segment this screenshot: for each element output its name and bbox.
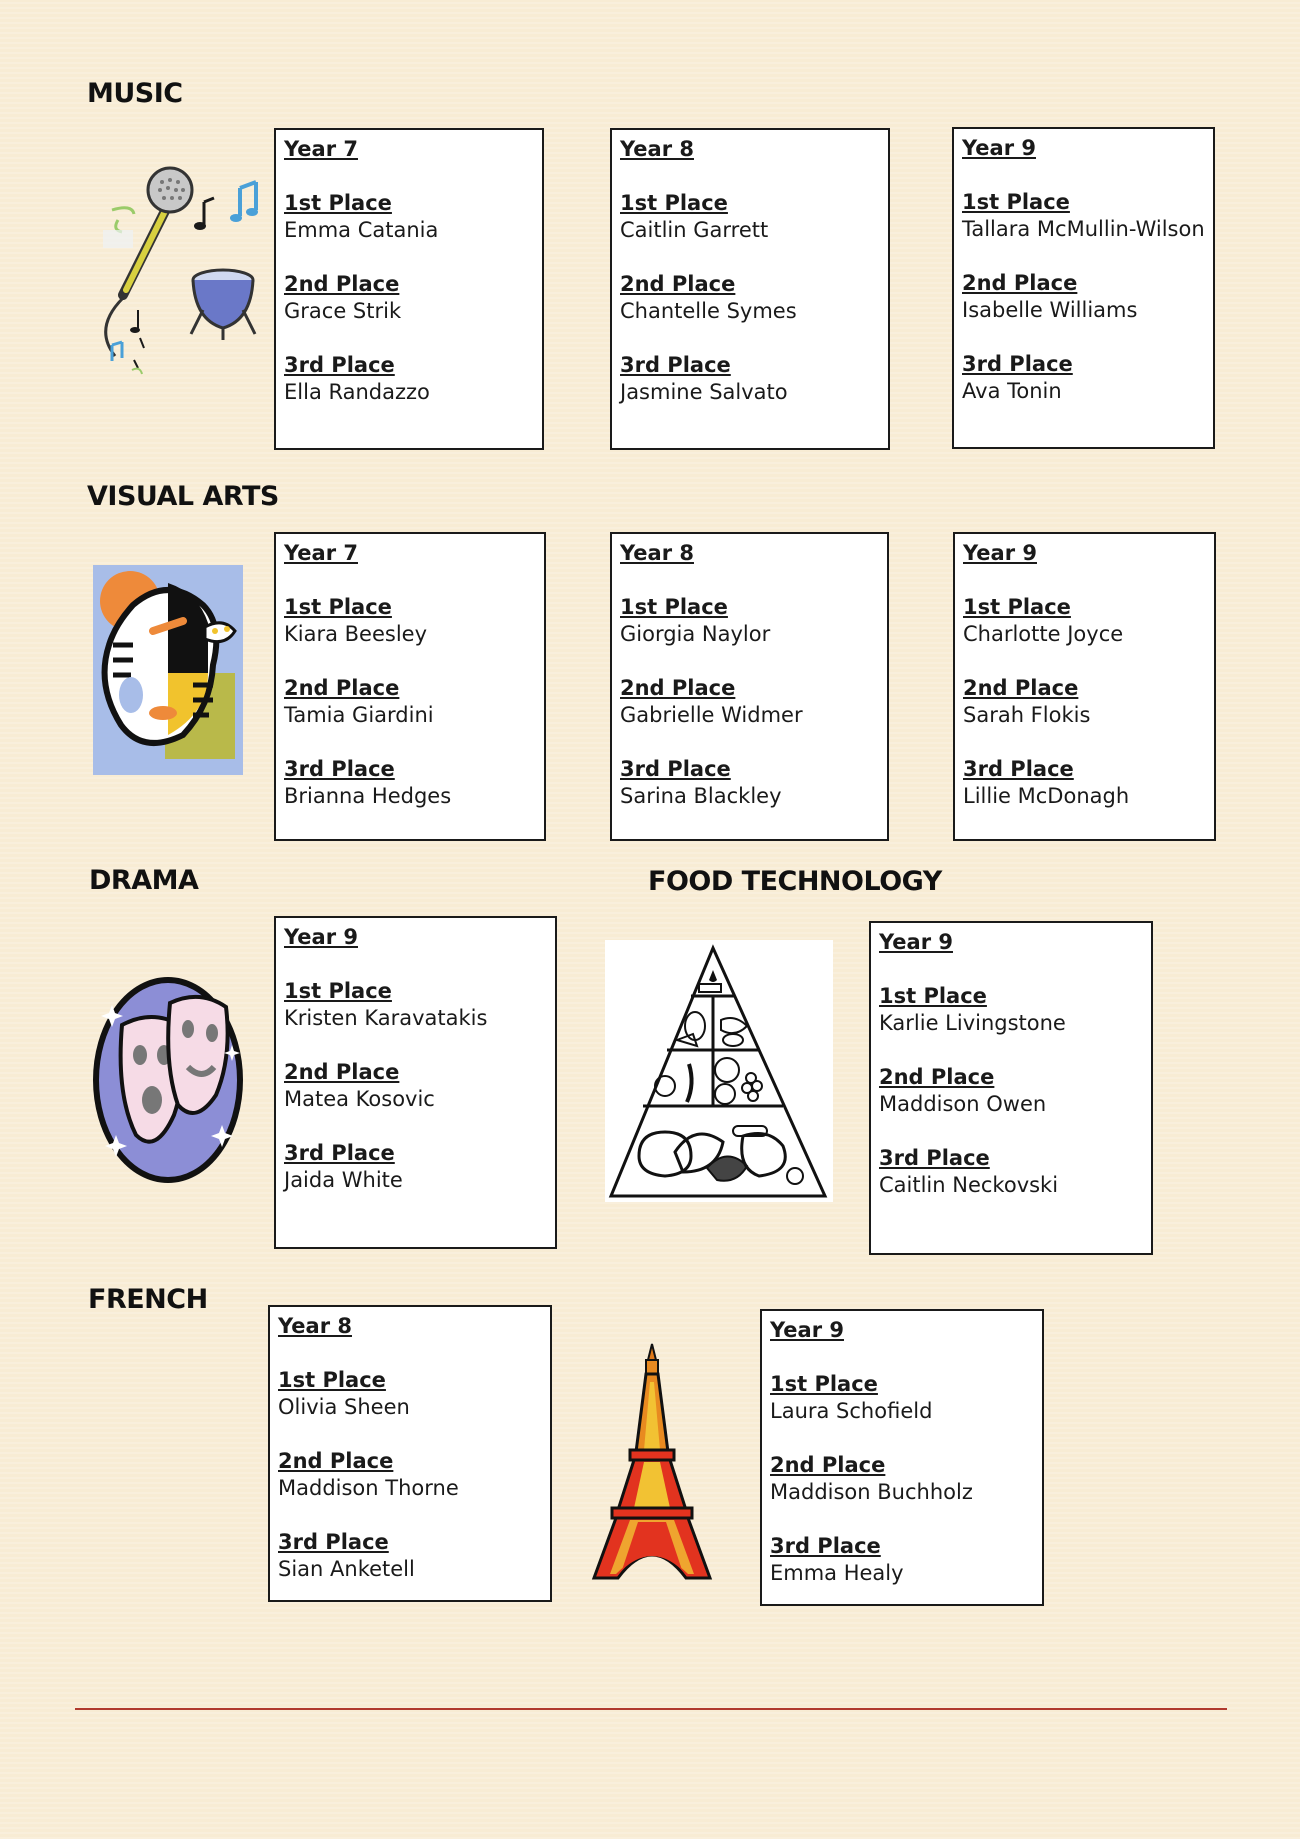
first-place-label: 1st Place xyxy=(278,1368,386,1392)
year-label: Year 9 xyxy=(962,136,1036,160)
first-place-label: 1st Place xyxy=(770,1372,878,1396)
second-place-name: Isabelle Williams xyxy=(962,298,1138,322)
third-place-label: 3rd Place xyxy=(620,353,731,377)
second-place-label: 2nd Place xyxy=(770,1453,886,1477)
music-year7-card xyxy=(274,128,544,450)
eiffel-tower-icon xyxy=(590,1342,715,1582)
first-place-name: Giorgia Naylor xyxy=(620,622,771,646)
year-label: Year 7 xyxy=(284,137,358,161)
drama-year9-card xyxy=(274,916,557,1249)
year-label: Year 8 xyxy=(620,541,694,565)
third-place-name: Ava Tonin xyxy=(962,379,1062,403)
visual-arts-year8-card xyxy=(610,532,889,841)
second-place-label: 2nd Place xyxy=(879,1065,995,1089)
second-place-name: Maddison Owen xyxy=(879,1092,1047,1116)
second-place-label: 2nd Place xyxy=(278,1449,394,1473)
french-year9-card xyxy=(760,1309,1044,1606)
year-label: Year 8 xyxy=(620,137,694,161)
year-label: Year 9 xyxy=(963,541,1037,565)
third-place-label: 3rd Place xyxy=(963,757,1074,781)
first-place-name: Emma Catania xyxy=(284,218,439,242)
second-place-label: 2nd Place xyxy=(284,272,400,296)
first-place-label: 1st Place xyxy=(284,595,392,619)
second-place-name: Tamia Giardini xyxy=(284,703,434,727)
visual-arts-year9-card xyxy=(953,532,1216,841)
second-place-label: 2nd Place xyxy=(620,272,736,296)
third-place-name: Brianna Hedges xyxy=(284,784,452,808)
french-year8-card xyxy=(268,1305,552,1602)
first-place-name: Caitlin Garrett xyxy=(620,218,769,242)
third-place-name: Emma Healy xyxy=(770,1561,904,1585)
first-place-name: Charlotte Joyce xyxy=(963,622,1124,646)
music-year9-card xyxy=(952,127,1215,449)
second-place-name: Chantelle Symes xyxy=(620,299,797,323)
music-heading: MUSIC xyxy=(87,78,183,109)
year-label: Year 9 xyxy=(284,925,358,949)
third-place-label: 3rd Place xyxy=(620,757,731,781)
first-place-label: 1st Place xyxy=(879,984,987,1008)
third-place-label: 3rd Place xyxy=(962,352,1073,376)
third-place-label: 3rd Place xyxy=(879,1146,990,1170)
second-place-name: Grace Strik xyxy=(284,299,402,323)
second-place-name: Sarah Flokis xyxy=(963,703,1091,727)
year-label: Year 7 xyxy=(284,541,358,565)
first-place-name: Olivia Sheen xyxy=(278,1395,410,1419)
second-place-label: 2nd Place xyxy=(963,676,1079,700)
third-place-label: 3rd Place xyxy=(278,1530,389,1554)
third-place-label: 3rd Place xyxy=(284,1141,395,1165)
first-place-label: 1st Place xyxy=(963,595,1071,619)
second-place-label: 2nd Place xyxy=(962,271,1078,295)
first-place-name: Tallara McMullin-Wilson xyxy=(962,217,1205,241)
footer-divider xyxy=(75,1708,1227,1710)
first-place-name: Karlie Livingstone xyxy=(879,1011,1066,1035)
third-place-name: Ella Randazzo xyxy=(284,380,430,404)
year-label: Year 8 xyxy=(278,1314,352,1338)
first-place-label: 1st Place xyxy=(620,595,728,619)
drama-masks-icon xyxy=(92,975,244,1185)
second-place-name: Gabrielle Widmer xyxy=(620,703,803,727)
visual-arts-year7-card xyxy=(274,532,546,841)
year-label: Year 9 xyxy=(770,1318,844,1342)
food-technology-year9-card xyxy=(869,921,1153,1255)
third-place-name: Caitlin Neckovski xyxy=(879,1173,1059,1197)
first-place-label: 1st Place xyxy=(284,979,392,1003)
music-year8-card xyxy=(610,128,890,450)
second-place-name: Matea Kosovic xyxy=(284,1087,435,1111)
food-pyramid-icon xyxy=(605,940,833,1202)
year-label: Year 9 xyxy=(879,930,953,954)
microphone-drum-icon xyxy=(98,160,268,385)
third-place-name: Jasmine Salvato xyxy=(620,380,788,404)
second-place-name: Maddison Buchholz xyxy=(770,1480,973,1504)
art-face-icon xyxy=(93,565,243,775)
third-place-name: Sian Anketell xyxy=(278,1557,415,1581)
second-place-label: 2nd Place xyxy=(284,1060,400,1084)
third-place-label: 3rd Place xyxy=(284,757,395,781)
third-place-label: 3rd Place xyxy=(284,353,395,377)
third-place-name: Jaida White xyxy=(284,1168,403,1192)
visual-arts-heading: VISUAL ARTS xyxy=(87,481,279,512)
drama-heading: DRAMA xyxy=(89,865,199,896)
french-heading: FRENCH xyxy=(88,1284,208,1315)
first-place-name: Kiara Beesley xyxy=(284,622,428,646)
first-place-label: 1st Place xyxy=(620,191,728,215)
first-place-name: Kristen Karavatakis xyxy=(284,1006,488,1030)
second-place-name: Maddison Thorne xyxy=(278,1476,459,1500)
first-place-label: 1st Place xyxy=(284,191,392,215)
third-place-name: Sarina Blackley xyxy=(620,784,782,808)
second-place-label: 2nd Place xyxy=(620,676,736,700)
first-place-name: Laura Schofield xyxy=(770,1399,933,1423)
second-place-label: 2nd Place xyxy=(284,676,400,700)
third-place-name: Lillie McDonagh xyxy=(963,784,1130,808)
first-place-label: 1st Place xyxy=(962,190,1070,214)
food-technology-heading: FOOD TECHNOLOGY xyxy=(648,866,942,897)
third-place-label: 3rd Place xyxy=(770,1534,881,1558)
